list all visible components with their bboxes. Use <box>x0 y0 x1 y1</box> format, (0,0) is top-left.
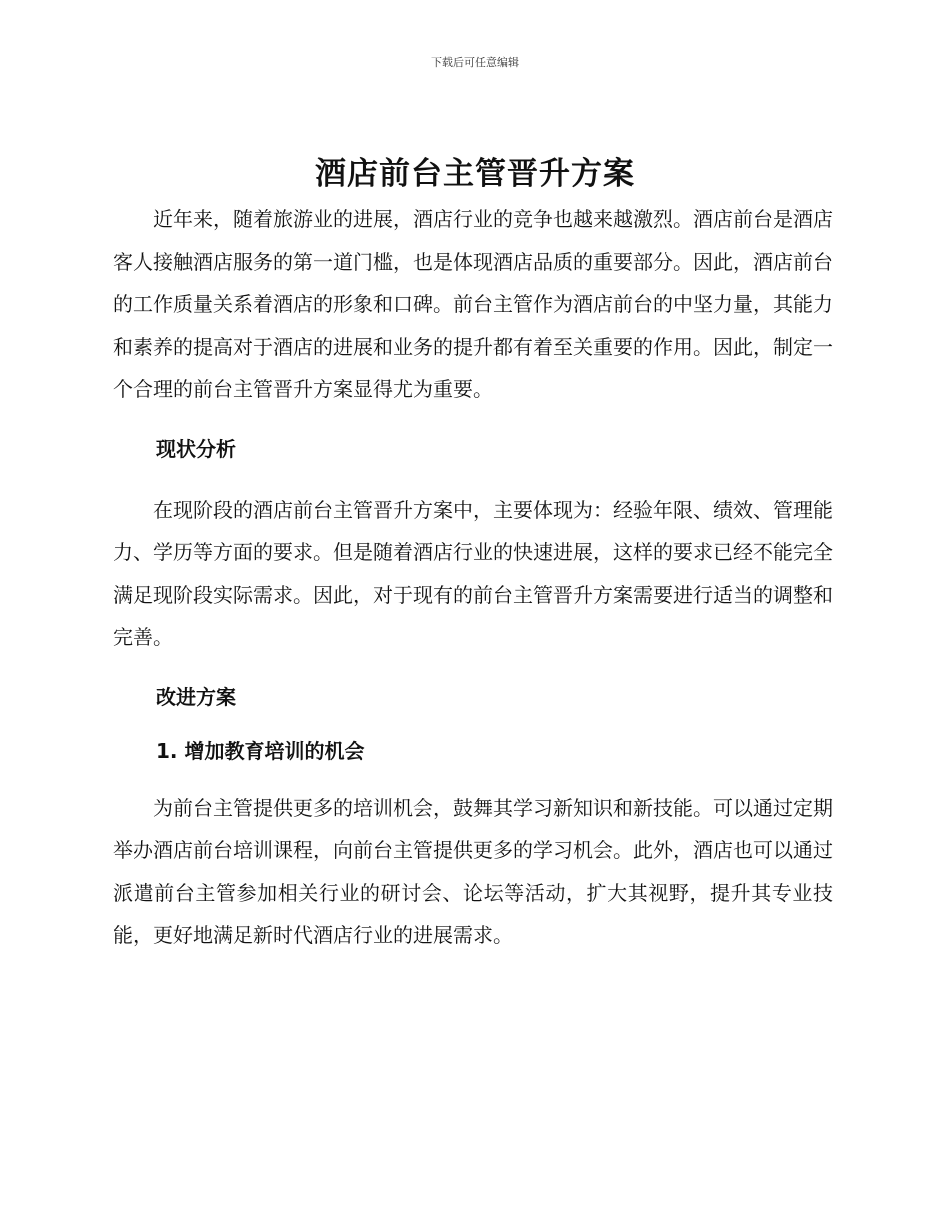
header-note: 下载后可任意编辑 <box>431 56 519 69</box>
status-paragraph: 在现阶段的酒店前台主管晋升方案中，主要体现为：经验年限、绩效、管理能力、学历等方面的要求。但是随着酒店行业的快速进展，这样的要求已经不能完全满足现阶段实际需求。因此，对于现有的前台主管晋升方案需要进行适当的调整和完善。 <box>113 497 833 649</box>
document-title: 酒店前台主管晋升方案 <box>315 156 635 192</box>
section-heading-status: 现状分析 <box>156 436 236 461</box>
intro-paragraph: 近年来，随着旅游业的进展，酒店行业的竞争也越来越激烈。酒店前台是酒店客人接触酒店服务的第一道门槛，也是体现酒店品质的重要部分。因此，酒店前台的工作质量关系着酒店的形象和口碑。前台主管作为酒店前台的中坚力量，其能力和素养的提高对于酒店的进展和业务的提升都有着至关重要的作用。因此，制定一个合理的前台主管晋升方案显得尤为重要。 <box>113 207 833 401</box>
subheading-training: 1. 增加教育培训的机会 <box>156 738 365 763</box>
section-heading-improvement: 改进方案 <box>156 684 236 709</box>
document-body <box>113 198 833 957</box>
training-paragraph: 为前台主管提供更多的培训机会，鼓舞其学习新知识和新技能。可以通过定期举办酒店前台培训课程，向前台主管提供更多的学习机会。此外，酒店也可以通过派遣前台主管参加相关行业的研讨会、论坛等活动，扩大其视野，提升其专业技能，更好地满足新时代酒店行业的进展需求。 <box>113 795 833 947</box>
